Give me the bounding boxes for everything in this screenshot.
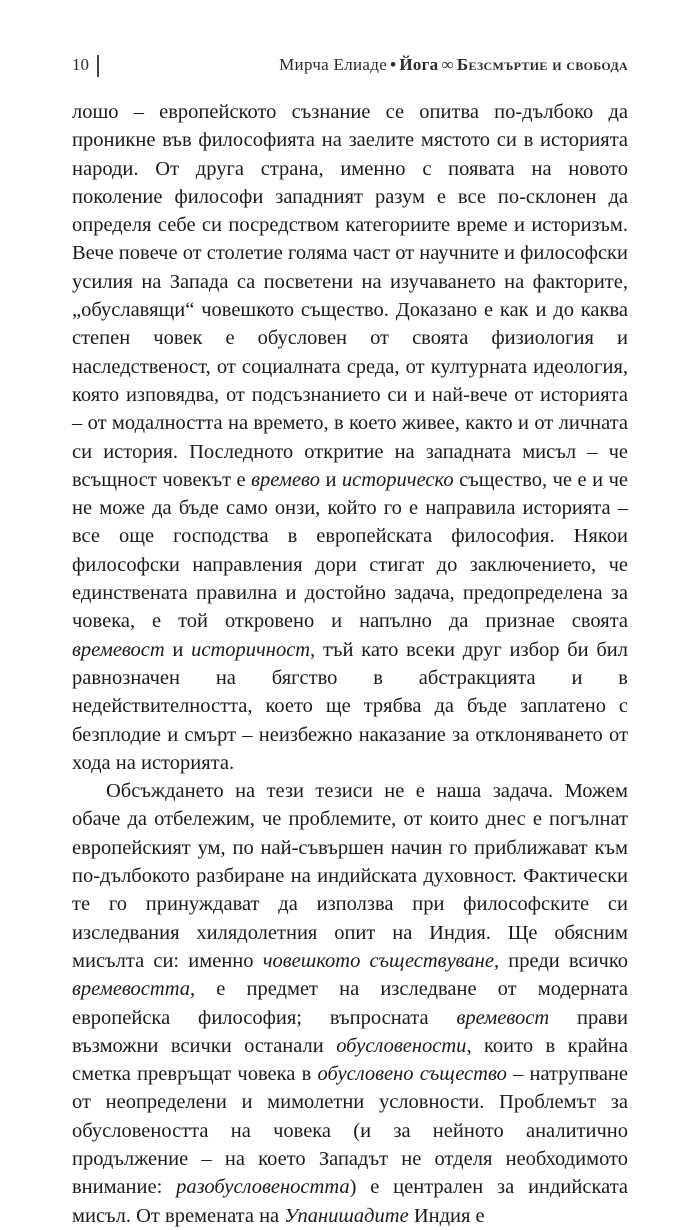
text-run: , тъй като всеки друг избор би бил равнозначен на бягство в абстракцията и в недействителността, което ще трябва да бъде заплатено с безплодие и смърт – неизбежно наказание за отклоняването от хода на историята.: [72, 638, 628, 774]
italic-term: човешкото съществуване: [262, 949, 494, 972]
book-title-part1: Йога: [399, 55, 439, 74]
italic-term: времево: [251, 468, 320, 491]
italic-term: разобусловеността: [176, 1176, 350, 1199]
italic-term: времевост: [72, 638, 165, 661]
text-run: лошо – европейското съзнание се опитва по-дълбоко да проникне във философията на заелите мястото си в историята народи. От друга страна, именно с появата на новото поколение философи западният разум е все по-склонен да определя себе си посредством категориите време и историзъм. Вече повече от столетие голяма част от научните и философски усилия на Запада са посветени на изучаването на факторите, „обуславящи“ човешкото същество. Доказано е как и до каква степен човек е обусловен от своята физиология и наследственост, от социалната среда, от културната идеология, която изповядва, от подсъзнанието си и най-вече от историята – от модалността на времето, в което живее, както и от личната си история. Последното откритие на западната мисъл – че всъщност човекът е: [72, 101, 628, 491]
text-run: и: [319, 468, 342, 491]
italic-term: историческо: [341, 468, 454, 491]
page-header: [72, 50, 628, 80]
text-run: , които в крайна сметка превръщат човека в: [72, 1034, 628, 1086]
bullet-separator: •: [390, 55, 397, 74]
paragraph: [72, 777, 628, 1230]
running-head: [279, 50, 628, 80]
book-page: [72, 50, 628, 1230]
text-run: Обсъждането на тези тезиси не е наша задача. Можем обаче да отбележим, че проблемите, от които днес е погълнат европейският ум, по най-съвършен начин го приближават към по-дълбокото разбиране на индийската духовност. Фактически те го принуждават да използва при философските си изследвания хилядолетния опит на Индия. Ще обясним мисълта си: именно: [72, 780, 628, 972]
text-run: прави възможни всички останали: [72, 1006, 628, 1057]
paragraph: [72, 98, 628, 777]
text-run: – натрупване от неопределени и мимолетни условности. Проблемът за обусловеността на човека (и за нейното аналитично продължение – на което Западът не отделя необходимото внимание:: [72, 1063, 629, 1199]
italic-term: историчност: [191, 638, 311, 661]
italic-term: времевост: [456, 1006, 550, 1029]
page-number: 10: [72, 55, 89, 74]
text-run: , е предмет на изследване от модерната европейска философия; въпросната: [72, 978, 628, 1029]
italic-term: времевостта: [72, 978, 191, 1001]
text-run: ) е централен за индийската мисъл. От времената на: [72, 1176, 629, 1227]
text-run: Индия е: [408, 1204, 485, 1227]
text-run: , преди всичко: [493, 949, 629, 972]
italic-term: Упанишадите: [284, 1204, 409, 1227]
italic-term: обусловено същество: [317, 1063, 507, 1086]
author-name: Мирча Елиаде: [279, 55, 388, 74]
text-run: същество, че е и че не може да бъде само онзи, който го е направила историята – все още господства в европейската философия. Някои философски направления дори стигат до заключението, че единствената правилна и достойно задача, предопределена за човека, е той откровено и напълно да признае своята: [72, 468, 628, 633]
header-vertical-rule: [97, 55, 99, 77]
infinity-separator: ∞: [441, 55, 454, 74]
italic-term: обусловености: [336, 1034, 467, 1057]
text-run: и: [164, 638, 192, 661]
book-title-part2: Безсмъртие и свобода: [456, 55, 628, 74]
body-text: [72, 98, 628, 1230]
